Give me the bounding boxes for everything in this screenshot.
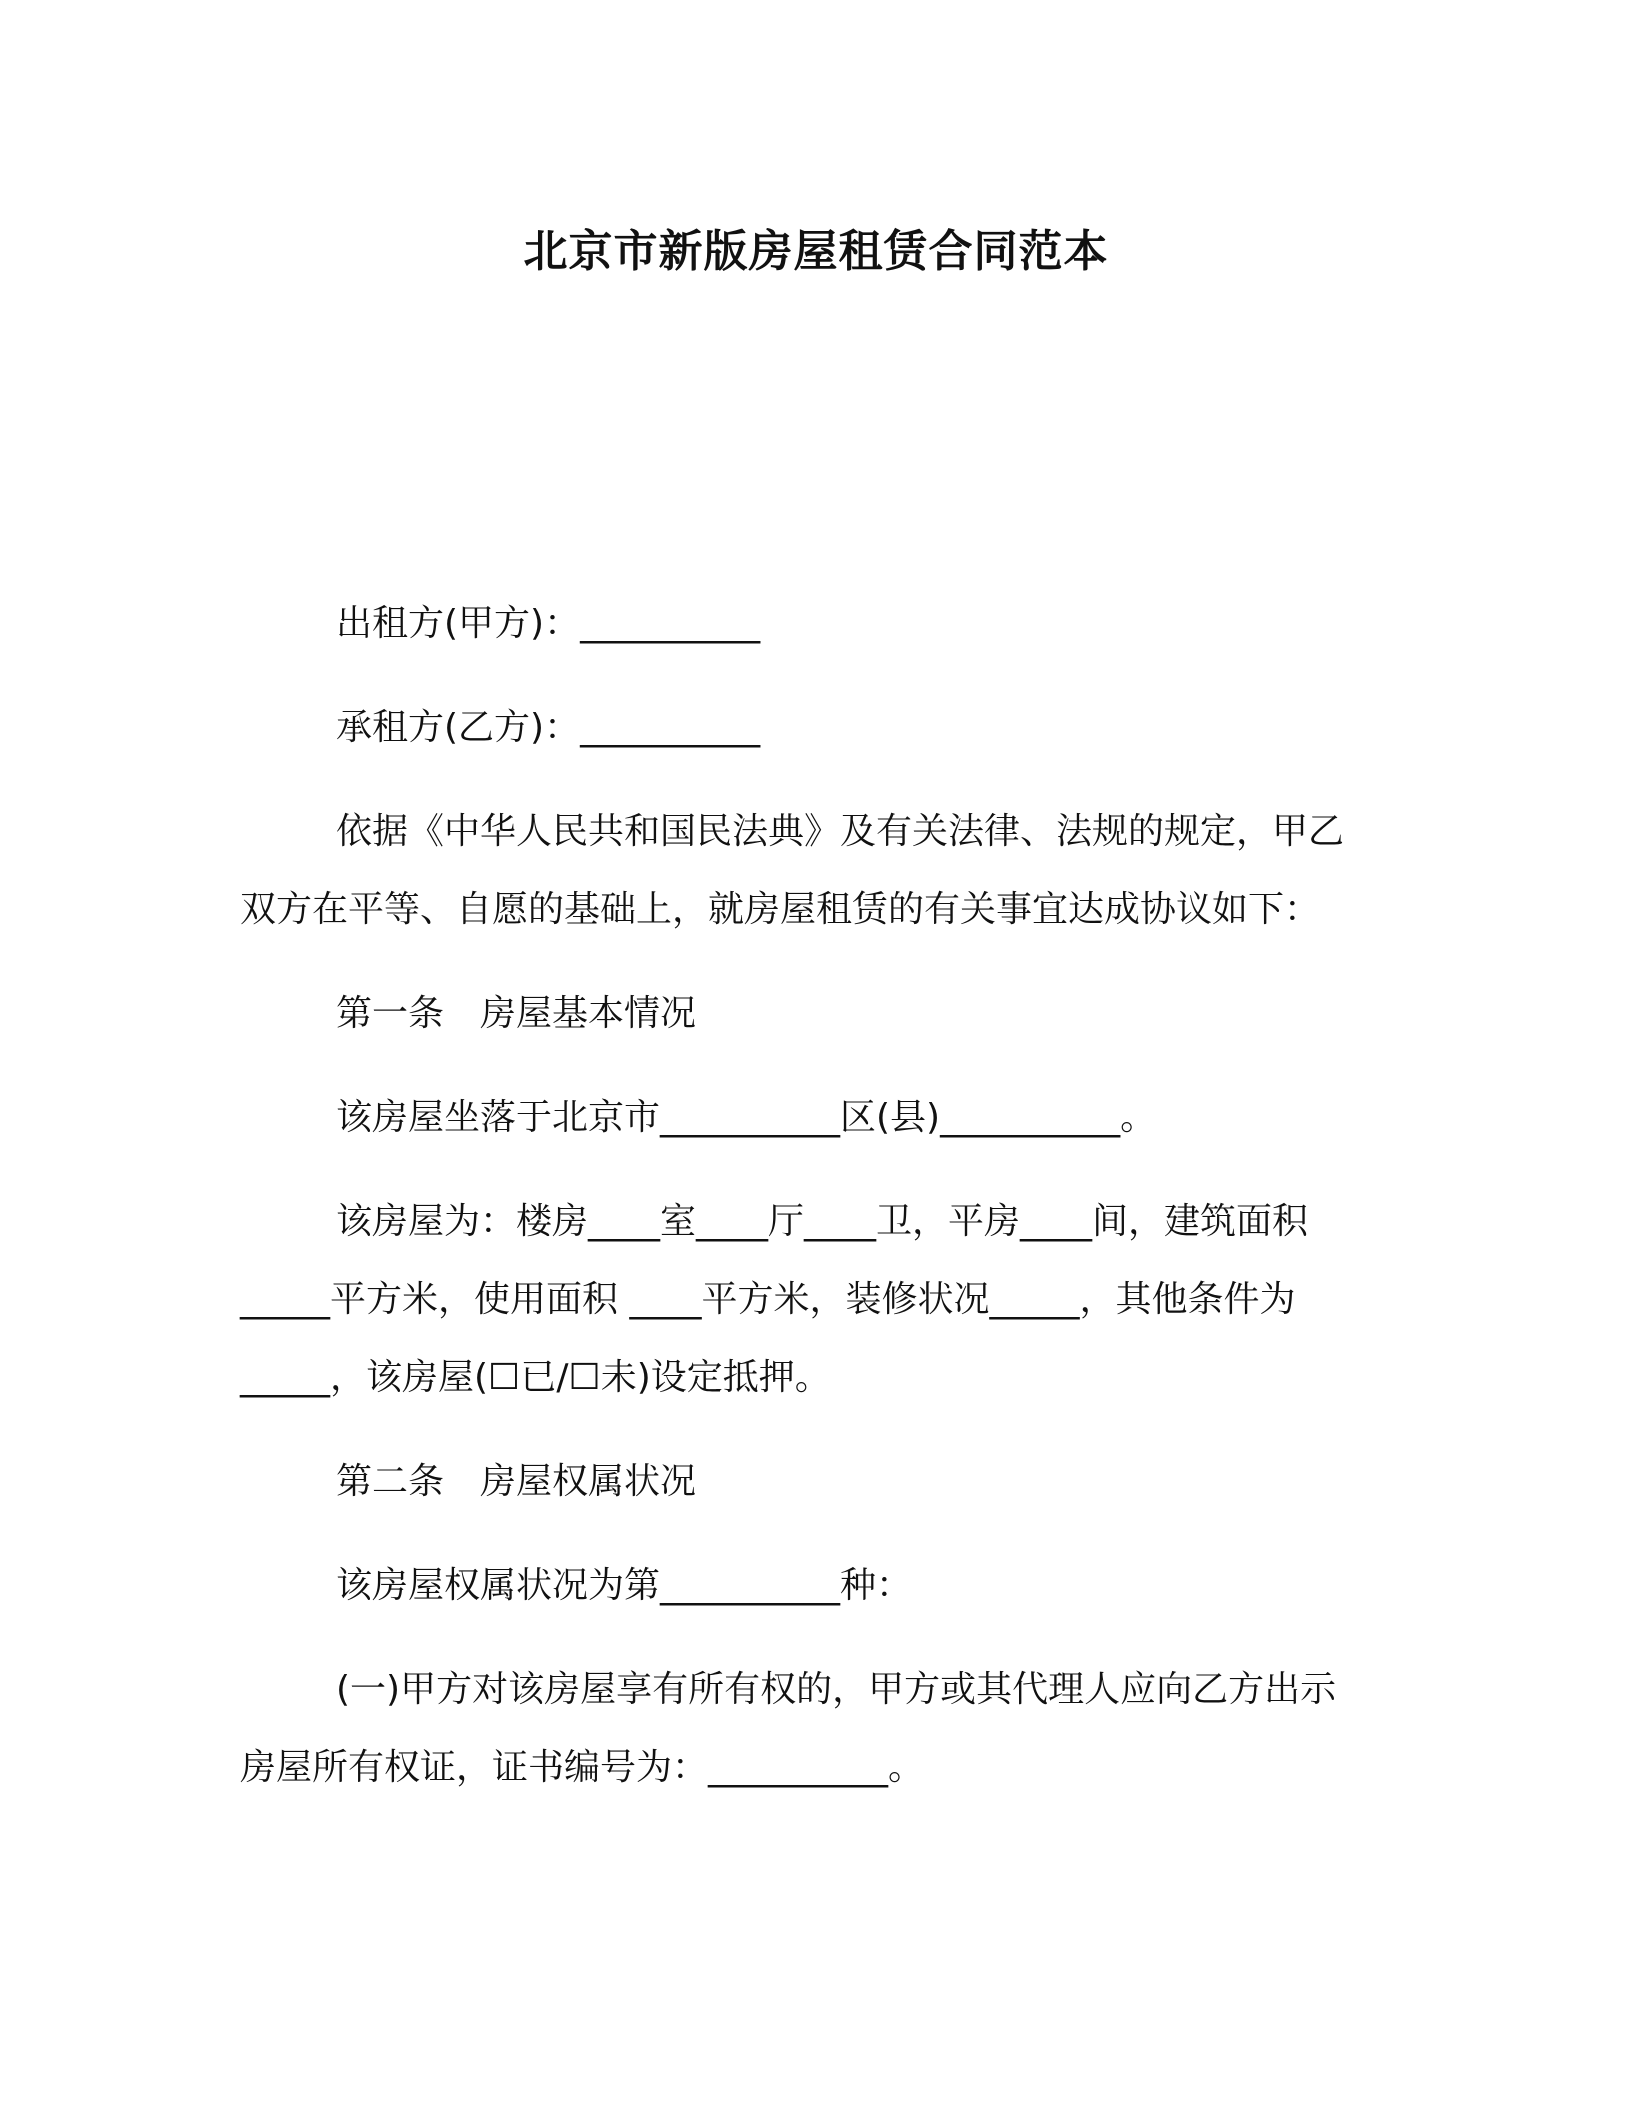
ownership-status-line: 该房屋权属状况为第__________种：	[336, 1565, 913, 1606]
article-2-heading: 第二条 房屋权属状况	[336, 1461, 697, 1502]
property-location-line: 该房屋坐落于北京市__________区(县)__________。	[336, 1097, 1157, 1138]
document-body	[240, 585, 1380, 1807]
lessor-line: 出租方(甲方)：__________	[336, 603, 761, 644]
ownership-clause-line-1: (一)甲方对该房屋享有所有权的，甲方或其代理人应向乙方出示	[336, 1669, 1337, 1710]
property-details-line-2: _____平方米，使用面积 ____平方米，装修状况_____，其他条件为	[240, 1279, 1296, 1320]
lessee-line: 承租方(乙方)：__________	[336, 707, 761, 748]
document-title: 北京市新版房屋租赁合同范本	[523, 226, 1109, 277]
property-details-line-1: 该房屋为：楼房____室____厅____卫，平房____间，建筑面积	[336, 1201, 1309, 1242]
article-1-heading: 第一条 房屋基本情况	[336, 993, 697, 1034]
preamble-line-1: 依据《中华人民共和国民法典》及有关法律、法规的规定，甲乙	[336, 811, 1345, 852]
property-details-line-3: _____，该房屋(☐已/☐未)设定抵押。	[240, 1357, 831, 1398]
preamble-line-2: 双方在平等、自愿的基础上，就房屋租赁的有关事宜达成协议如下：	[240, 889, 1321, 930]
ownership-clause-line-2: 房屋所有权证，证书编号为：__________。	[240, 1747, 925, 1788]
